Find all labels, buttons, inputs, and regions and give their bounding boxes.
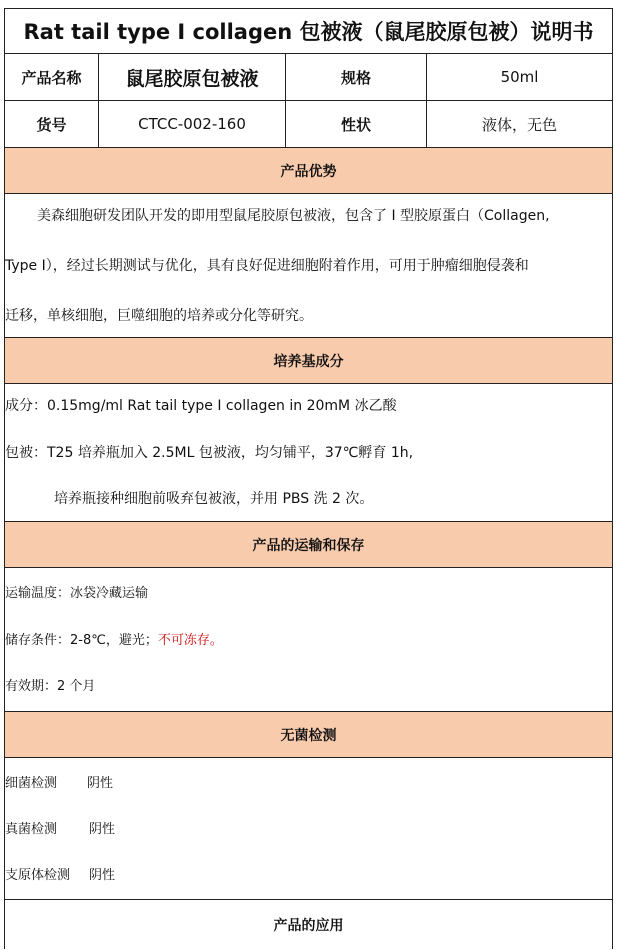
sku-label: 货号: [5, 101, 99, 147]
section-header-medium: 培养基成分: [5, 337, 612, 383]
section-header-sterility: 无菌检测: [5, 711, 612, 757]
advantage-line-3: 迁移，单核细胞，巨噬细胞的培养或分化等研究。: [5, 308, 313, 324]
storage-conditions-text: 储存条件：2-8℃，避光；: [5, 633, 158, 648]
sterility-item-mycoplasma: [5, 864, 115, 883]
section-header-advantage: 产品优势: [5, 147, 612, 193]
storage-warning: 不可冻存。: [157, 633, 223, 648]
spec-value: 50ml: [500, 68, 539, 86]
advantage-body: [5, 193, 612, 337]
document-title: Rat tail type I collagen 包被液（鼠尾胶原包被）说明书: [23, 20, 594, 44]
info-row-sku: [5, 100, 612, 147]
spec-label: 规格: [286, 54, 427, 100]
sterility-item-bacteria: [5, 772, 113, 791]
sterility-label: 真菌检测: [5, 822, 58, 837]
storage-conditions: [5, 629, 223, 648]
section-header-application: 产品的应用: [5, 899, 612, 950]
medium-composition: 成分：0.15mg/ml Rat tail type I collagen in 20mM 冰乙酸: [5, 398, 397, 414]
storage-body: [5, 567, 612, 711]
sterility-value: 阴性: [89, 822, 116, 837]
advantage-line-1: 美森细胞研发团队开发的即用型鼠尾胶原包被液，包含了 I 型胶原蛋白（Collagen,: [37, 208, 550, 224]
sterility-value: 阴性: [89, 868, 116, 883]
sku-value: CTCC-002-160: [99, 101, 286, 147]
section-header-storage: 产品的运输和保存: [5, 521, 612, 567]
sterility-label: 支原体检测: [5, 868, 71, 883]
state-label: 性状: [286, 101, 427, 147]
advantage-line-2: Type I），经过长期测试与优化，具有良好促进细胞附着作用，可用于肿瘤细胞侵袭和: [5, 258, 529, 274]
sterility-item-fungi: [5, 818, 115, 837]
sterility-body: [5, 757, 612, 899]
product-name-label: 产品名称: [5, 54, 99, 100]
info-row-name: [5, 53, 612, 100]
datasheet: [4, 8, 613, 949]
state-value: 液体，无色: [481, 115, 557, 134]
sterility-label: 细菌检测: [5, 776, 58, 791]
medium-coating-note: 培养瓶接种细胞前吸弃包被液，并用 PBS 洗 2 次。: [54, 491, 374, 507]
transport-temperature: 运输温度：冰袋冷藏运输: [5, 586, 149, 601]
shelf-life: 有效期：2 个月: [5, 679, 96, 694]
medium-body: [5, 383, 612, 521]
product-name-value: 鼠尾胶原包被液: [99, 54, 286, 100]
medium-coating: 包被：T25 培养瓶加入 2.5ML 包被液，均匀铺平，37℃孵育 1h,: [5, 445, 414, 461]
sterility-value: 阴性: [87, 776, 114, 791]
